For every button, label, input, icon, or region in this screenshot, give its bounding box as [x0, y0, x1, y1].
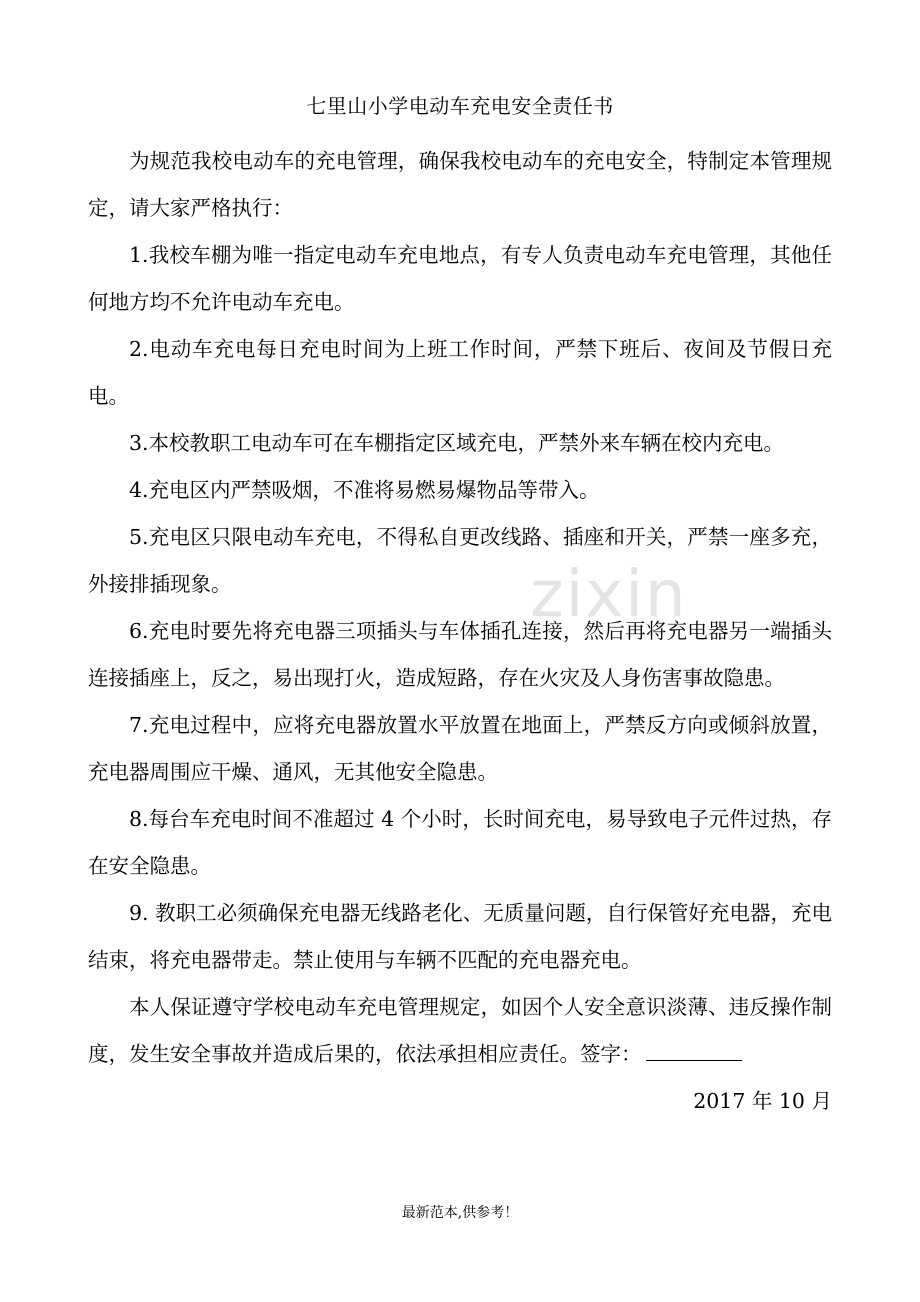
watermark: zixin [530, 558, 688, 632]
document-title: 七里山小学电动车充电安全责任书 [306, 94, 614, 118]
rule-9: 9. 教职工必须确保充电器无线路老化、无质量问题，自行保管好充电器，充电结束，将充电器带走。禁止使用与车辆不匹配的充电器充电。 [88, 901, 832, 972]
pledge-text: 本人保证遵守学校电动车充电管理规定，如因个人安全意识淡薄、违反操作制度，发生安全事故并造成后果的，依法承担相应责任。签字： [88, 995, 832, 1066]
signature-line[interactable] [646, 1040, 742, 1061]
rule-5: 5.充电区只限电动车充电，不得私自更改线路、插座和开关，严禁一座多充，外接排插现象。 [88, 525, 832, 596]
rule-6: 6.充电时要先将充电器三项插头与车体插孔连接，然后再将充电器另一端插头连接插座上，反之，易出现打火，造成短路，存在火灾及人身伤害事故隐患。 [88, 619, 832, 690]
rule-1: 1.我校车棚为唯一指定电动车充电地点，有专人负责电动车充电管理，其他任何地方均不允许电动车充电。 [88, 243, 832, 314]
document-body [88, 92, 832, 1125]
rule-8: 8.每台车充电时间不准超过 4 个小时，长时间充电，易导致电子元件过热，存在安全隐患。 [88, 807, 832, 878]
rule-7: 7.充电过程中，应将充电器放置水平放置在地面上，严禁反方向或倾斜放置，充电器周围应干燥、通风，无其他安全隐患。 [88, 713, 832, 784]
document-date: 2017 年 10 月 [693, 1089, 832, 1113]
intro-paragraph: 为规范我校电动车的充电管理，确保我校电动车的充电安全，特制定本管理规定，请大家严格执行： [88, 149, 832, 220]
rule-4: 4.充电区内严禁吸烟，不准将易燃易爆物品等带入。 [129, 478, 600, 502]
page-footer: 最新范本,供参考！ [401, 1205, 519, 1221]
rule-3: 3.本校教职工电动车可在车棚指定区域充电，严禁外来车辆在校内充电。 [129, 431, 785, 455]
pledge-paragraph [88, 984, 832, 1078]
rule-2: 2.电动车充电每日充电时间为上班工作时间，严禁下班后、夜间及节假日充电。 [88, 337, 832, 408]
